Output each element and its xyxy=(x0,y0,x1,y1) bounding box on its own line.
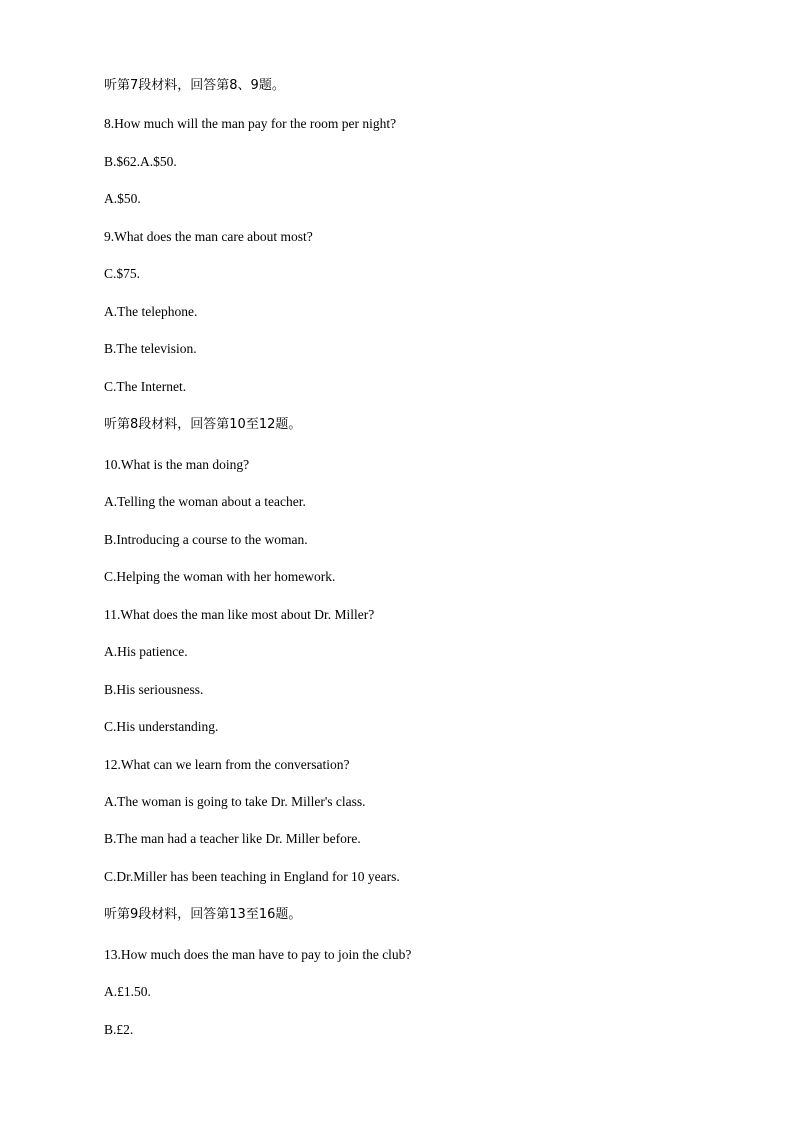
answer-line: B.His seriousness. xyxy=(104,682,204,697)
answer-line: A.The telephone. xyxy=(104,304,198,319)
question-12: 12.What can we learn from the conversation? xyxy=(104,757,350,772)
question-8: 8.How much will the man pay for the room per night? xyxy=(104,116,397,131)
question-13: 13.How much does the man have to pay to join the club? xyxy=(104,947,412,962)
answer-line: B.The television. xyxy=(104,341,197,356)
section-heading-9: 听第9段材料，回答第13至16题。 xyxy=(104,907,302,922)
answer-line: B.£2. xyxy=(104,1022,134,1037)
section-heading-7: 听第7段材料，回答第8、9题。 xyxy=(104,78,285,93)
question-9: 9.What does the man care about most? xyxy=(104,229,313,244)
answer-line: B.The man had a teacher like Dr. Miller before. xyxy=(104,831,361,846)
answer-line: C.His understanding. xyxy=(104,719,219,734)
answer-line: C.Dr.Miller has been teaching in England for 10 years. xyxy=(104,869,400,884)
question-11: 11.What does the man like most about Dr. Miller? xyxy=(104,607,375,622)
answer-line: C.The Internet. xyxy=(104,379,187,394)
answer-line: A.Telling the woman about a teacher. xyxy=(104,494,306,509)
answer-line: B.$62.A.$50. xyxy=(104,154,177,169)
answer-line: C.Helping the woman with her homework. xyxy=(104,569,336,584)
answer-line: C.$75. xyxy=(104,266,141,281)
section-heading-8: 听第8段材料，回答第10至12题。 xyxy=(104,417,302,432)
answer-line: A.His patience. xyxy=(104,644,188,659)
answer-line: A.The woman is going to take Dr. Miller's class. xyxy=(104,794,366,809)
answer-line: B.Introducing a course to the woman. xyxy=(104,532,308,547)
answer-line: A.£1.50. xyxy=(104,984,151,999)
question-10: 10.What is the man doing? xyxy=(104,457,250,472)
answer-line: A.$50. xyxy=(104,191,141,206)
